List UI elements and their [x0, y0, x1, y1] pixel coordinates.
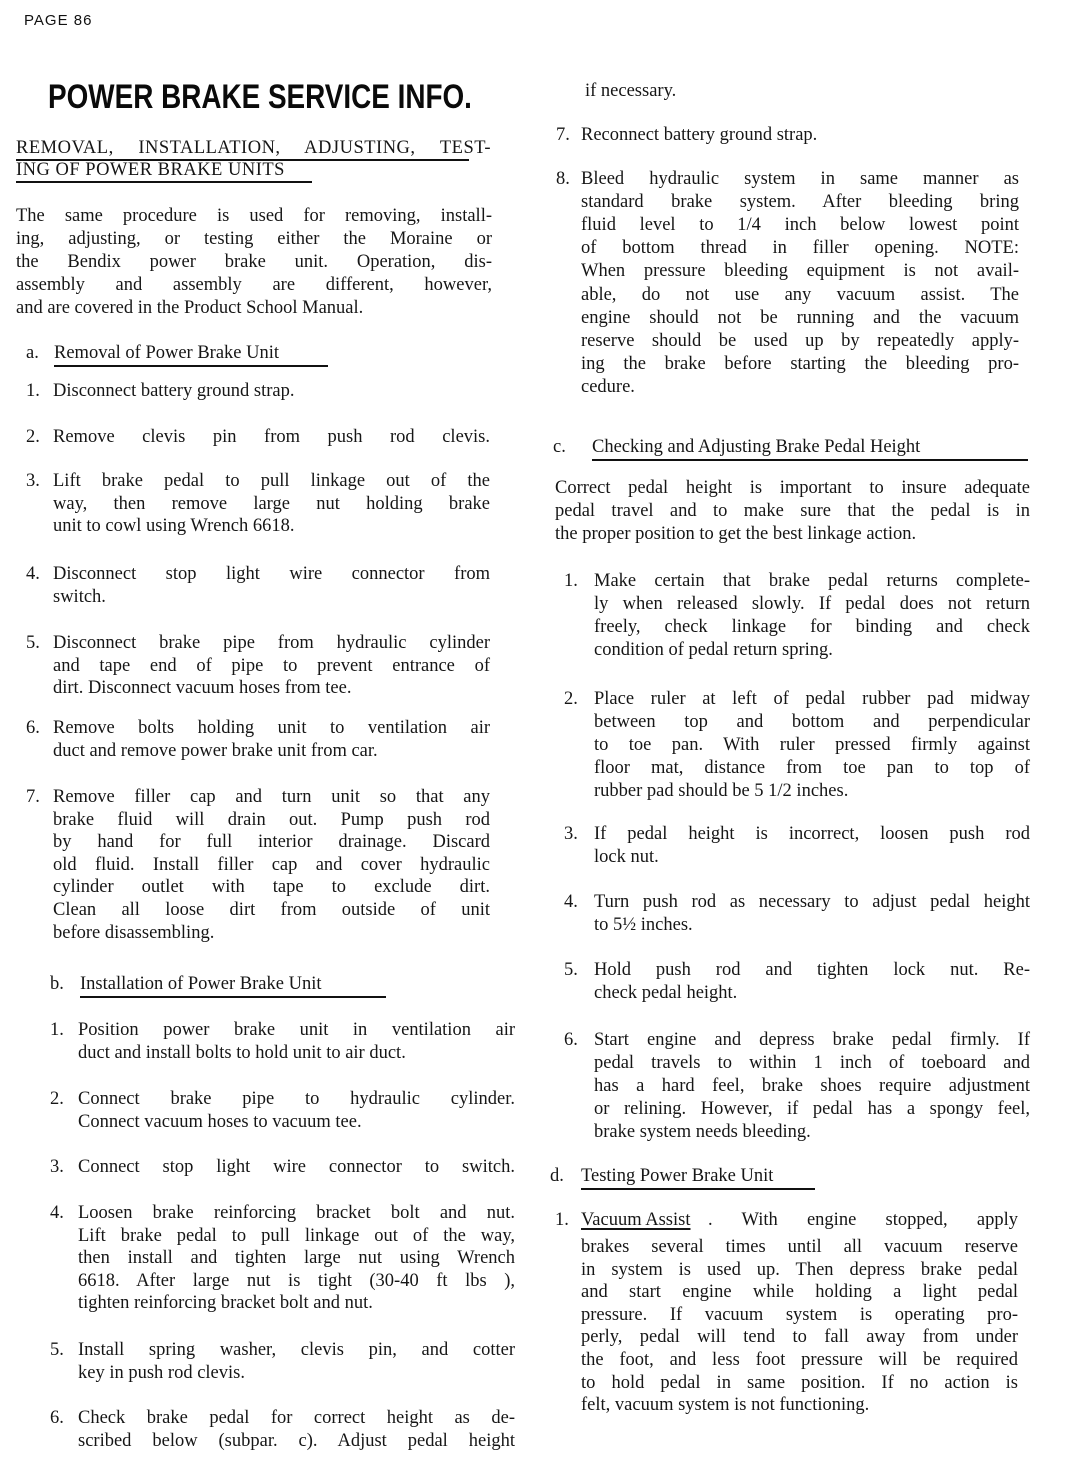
step-text: Turn push rod as necessary to adjust pedal height: [594, 892, 1030, 912]
step-text: and tape end of pipe to prevent entrance of: [53, 655, 490, 676]
step-number: 6.: [564, 1030, 578, 1050]
step-number: 8.: [556, 169, 570, 189]
step-number: 5.: [50, 1340, 64, 1360]
step-text: to hold pedal in same position. If no action is: [581, 1372, 1018, 1393]
step-text: in system is used up. Then depress brake pedal: [581, 1259, 1018, 1280]
step-number: 4.: [26, 564, 40, 584]
step-text: duct and remove power brake unit from car.: [53, 740, 378, 761]
step-text: and start engine while holding a light pedal: [581, 1282, 1018, 1303]
step-text: switch.: [53, 586, 106, 607]
step-text: dirt. Disconnect vacuum hoses from tee.: [53, 678, 352, 699]
text-line: and are covered in the Product School Manual.: [16, 298, 364, 318]
step-number: 2.: [564, 689, 578, 709]
step-text: Place ruler at left of pedal rubber pad midway: [594, 689, 1030, 709]
subsection-marker: c.: [553, 437, 566, 457]
continuation-text: if necessary.: [585, 81, 677, 101]
step-number: 4.: [50, 1203, 64, 1223]
subsection-marker: b.: [50, 974, 64, 994]
step-text: brake fluid will drain out. Pump push rod: [53, 809, 490, 830]
step-number: 2.: [26, 427, 40, 447]
page-number: PAGE 86: [24, 12, 93, 29]
step-text: Lift brake pedal to pull linkage out of the way,: [78, 1225, 515, 1246]
step-number: 3.: [26, 471, 40, 491]
section-heading: ING OF POWER BRAKE UNITS: [16, 160, 285, 180]
heading-underline: [54, 365, 328, 367]
step-text: old fluid. Install filler cap and cover hydraulic: [53, 854, 490, 875]
step-text: cedure.: [581, 376, 635, 397]
step-text: felt, vacuum system is not functioning.: [581, 1395, 870, 1416]
step-text: then install and tighten large nut using Wrench: [78, 1248, 515, 1269]
step-text: Disconnect brake pipe from hydraulic cylinder: [53, 633, 490, 653]
text-line: pedal travel and to make sure that the pedal is in: [555, 501, 1030, 521]
text-line: ing, adjusting, or testing either the Moraine or: [16, 229, 492, 249]
step-text: Make certain that brake pedal returns complete-: [594, 571, 1030, 591]
subsection-marker: d.: [550, 1166, 564, 1186]
step-text: to toe pan. With ruler pressed firmly against: [594, 735, 1030, 755]
step-number: 1.: [564, 571, 578, 591]
text-line: Correct pedal height is important to insure adequate: [555, 478, 1030, 498]
step-text: Remove bolts holding unit to ventilation air: [53, 718, 490, 738]
step-text: brake system needs bleeding.: [594, 1122, 811, 1142]
step-text: Check brake pedal for correct height as de-: [78, 1408, 515, 1428]
step-number: 1.: [555, 1210, 569, 1230]
step-text: pressure. If vacuum system is operating pro-: [581, 1304, 1018, 1325]
step-number: 3.: [50, 1157, 64, 1177]
step-text: Install spring washer, clevis pin, and cotter: [78, 1340, 515, 1360]
page-title: POWER BRAKE SERVICE INFO.: [48, 78, 472, 116]
step-text: unit to cowl using Wrench 6618.: [53, 516, 295, 537]
step-text: engine should not be running and the vacuum: [581, 307, 1019, 328]
subsection-title: Removal of Power Brake Unit: [54, 343, 280, 363]
heading-underline: [592, 459, 1028, 461]
step-text: Connect vacuum hoses to vacuum tee.: [78, 1111, 362, 1132]
step-text: before disassembling.: [53, 922, 215, 943]
heading-underline: [581, 1188, 815, 1190]
step-text: the foot, and less foot pressure will be required: [581, 1350, 1018, 1370]
step-text: Connect brake pipe to hydraulic cylinder.: [78, 1089, 515, 1109]
step-text: freely, check linkage for binding and check: [594, 617, 1030, 637]
step-number: 3.: [564, 824, 578, 844]
text-line: the proper position to get the best linkage action.: [555, 524, 917, 544]
subsection-title: Installation of Power Brake Unit: [80, 974, 322, 994]
step-text: duct and install bolts to hold unit to air duct.: [78, 1042, 406, 1063]
heading-underline: [16, 181, 312, 183]
step-text: has a hard feel, brake shoes require adjustment: [594, 1076, 1030, 1096]
subsection-title: Checking and Adjusting Brake Pedal Height: [592, 437, 921, 457]
step-text: Disconnect battery ground strap.: [53, 381, 295, 401]
step-number: 2.: [50, 1089, 64, 1109]
heading-underline: [80, 996, 386, 998]
step-text: Lift brake pedal to pull linkage out of the: [53, 471, 490, 491]
step-text: tighten reinforcing bracket bolt and nut.: [78, 1293, 373, 1314]
step-text: standard brake system. After bleeding bring: [581, 192, 1019, 213]
step-text: between top and bottom and perpendicular: [594, 712, 1030, 732]
section-heading: REMOVAL, INSTALLATION, ADJUSTING, TEST-: [16, 138, 491, 158]
step-text: scribed below (subpar. c). Adjust pedal height: [78, 1430, 515, 1451]
step-text: fluid level to 1/4 inch below lowest point: [581, 215, 1019, 236]
step-label: Vacuum Assist: [581, 1210, 691, 1230]
step-number: 4.: [564, 892, 578, 912]
text-line: the Bendix power brake unit. Operation, dis-: [16, 252, 492, 272]
step-number: 5.: [26, 633, 40, 653]
step-number: 1.: [50, 1020, 64, 1040]
step-text: to 5½ inches.: [594, 915, 693, 935]
step-text: . With engine stopped, apply: [708, 1210, 1018, 1230]
subsection-marker: a.: [26, 343, 39, 363]
step-number: 6.: [50, 1408, 64, 1428]
step-text: brakes several times until all vacuum reserve: [581, 1237, 1018, 1257]
step-text: floor mat, distance from toe pan to top of: [594, 758, 1030, 778]
step-text: 6618. After large nut is tight (30-40 ft lbs ),: [78, 1270, 515, 1291]
step-text: ing the brake before starting the bleeding pro-: [581, 353, 1019, 374]
step-text: able, do not use any vacuum assist. The: [581, 284, 1019, 305]
step-text: pedal travels to within 1 inch of toeboard and: [594, 1053, 1030, 1073]
step-text: Loosen brake reinforcing bracket bolt and nut.: [78, 1203, 515, 1223]
step-text: ly when released slowly. If pedal does not return: [594, 594, 1030, 614]
step-text: Disconnect stop light wire connector from: [53, 564, 490, 584]
step-text: If pedal height is incorrect, loosen push rod: [594, 824, 1030, 844]
step-text: When pressure bleeding equipment is not avail-: [581, 261, 1019, 282]
step-number: 7.: [556, 125, 570, 145]
text-line: assembly and assembly are different, however,: [16, 275, 492, 295]
step-text: key in push rod clevis.: [78, 1362, 245, 1383]
step-text: Remove clevis pin from push rod clevis.: [53, 427, 490, 447]
step-text: Connect stop light wire connector to switch.: [78, 1157, 515, 1177]
step-text: Clean all loose dirt from outside of unit: [53, 900, 490, 920]
step-text: Remove filler cap and turn unit so that any: [53, 787, 490, 807]
step-text: way, then remove large nut holding brake: [53, 493, 490, 514]
step-number: 7.: [26, 787, 40, 807]
step-text: Hold push rod and tighten lock nut. Re-: [594, 960, 1030, 980]
step-text: Start engine and depress brake pedal firmly. If: [594, 1030, 1030, 1050]
step-text: rubber pad should be 5 1/2 inches.: [594, 781, 849, 801]
step-text: condition of pedal return spring.: [594, 640, 833, 660]
step-text: reserve should be used up by repeatedly apply-: [581, 330, 1019, 351]
text-line: The same procedure is used for removing, install-: [16, 206, 492, 226]
step-text: perly, pedal will tend to fall away from under: [581, 1327, 1018, 1348]
step-text: lock nut.: [594, 847, 659, 867]
step-text: Reconnect battery ground strap.: [581, 125, 818, 145]
step-text: check pedal height.: [594, 983, 738, 1003]
subsection-title: Testing Power Brake Unit: [581, 1166, 774, 1186]
step-text: cylinder outlet with tape to exclude dirt.: [53, 877, 490, 898]
step-text: or relining. However, if pedal has a spongy feel,: [594, 1099, 1030, 1119]
step-text: by hand for full interior drainage. Discard: [53, 832, 490, 853]
step-number: 6.: [26, 718, 40, 738]
step-text: of bottom thread in filler opening. NOTE:: [581, 238, 1019, 259]
step-number: 5.: [564, 960, 578, 980]
step-number: 1.: [26, 381, 40, 401]
step-text: Bleed hydraulic system in same manner as: [581, 169, 1019, 189]
step-text: Position power brake unit in ventilation air: [78, 1020, 515, 1040]
